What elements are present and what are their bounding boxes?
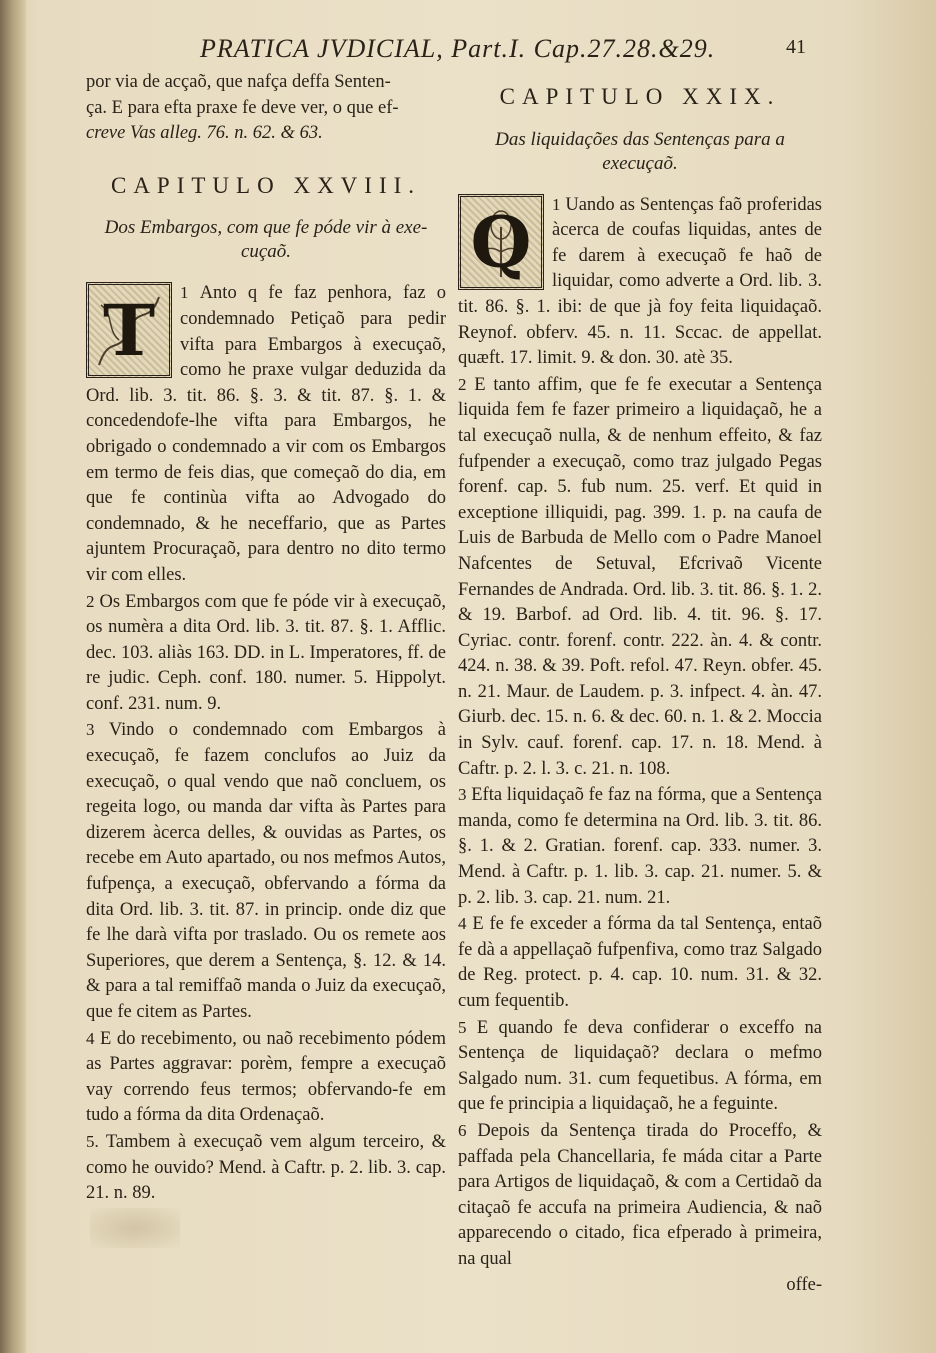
ch28-paragraph-5: [86, 1129, 446, 1207]
ornamental-initial-T: [86, 282, 172, 378]
ch29-paragraph-6: [458, 1118, 822, 1273]
paragraph-number: 1: [552, 194, 561, 214]
paragraph-text: Tambem à execuçaõ vem algum terceiro, & como he ouvido? Mend. à Caftr. p. 2. lib. 3. cap. 21. n. 89.: [86, 1131, 446, 1204]
right-column: [458, 70, 822, 1298]
ch29-paragraph-3: [458, 782, 822, 911]
ch29-paragraph-1: [458, 192, 822, 372]
running-title: PRATICA JVDICIAL, Part.I. Cap.27.28.&29.: [200, 34, 716, 63]
left-continuation-line-2: ça. E para efta praxe fe deve ver, o que ef-: [86, 97, 399, 118]
left-continuation-line-3: creve Vas alleg. 76. n. 62. & 63.: [86, 123, 323, 144]
paragraph-text: Uando as Sentenças faõ proferidas àcerca de coufas liquidas, antes de fe darem à execuçaõ fe haõ de liquidar, como adverte a Ord. lib. 3. tit. 86. §. 1. ibi: de que jà foy feita liquidaçaõ. Reynof. obferv. 45. n. 11. Sccac. de appellat. quæft. 17. limit. 9. & don. 30. atè 35.: [458, 194, 823, 369]
paragraph-number: 1: [180, 283, 189, 303]
drop-letter: T: [102, 289, 156, 373]
left-column: [86, 70, 446, 1207]
paragraph-number: 3: [86, 720, 95, 740]
paragraph-text: Anto q fe faz penhora, faz o condemnado Petiçaõ para pedir vifta para Embargos à execuçaõ, como he praxe vulgar deduzida da Ord. lib. 3. tit. 86. §. 3. & tit. 87. §. 1. & concedendofe-lhe vifta para Embargos, he obrigado o condemnado a vir com os Embargos em termo de feis dias, que começaõ do dia, em que fe continùa vifta ao Advogado do condemnado, & he neceffario, que as Partes ajuntem Procuraçaõ, para dentro no dito termo vir com elles.: [86, 283, 447, 585]
paragraph-number: 5.: [86, 1131, 99, 1151]
catchword: offe-: [786, 1274, 822, 1295]
ch29-paragraph-4: [458, 911, 822, 1014]
chapter-28-subtitle: Dos Embargos, com que fe póde vir à exe- cuçaõ.: [104, 217, 428, 263]
left-continuation-line-1: por via de acçaõ, que nafça deffa Senten-: [86, 72, 391, 92]
paragraph-text: Vindo o condemnado com Embargos à execuçaõ, fe fazem conclufos ao Juiz da execuçaõ, o qual vendo que naõ concluem, os regeita logo, ou manda dar vifta às Partes para dizerem àcerca delles, & ouvidas as Partes, os recebe em Auto apartado, ou nos mefmos Autos, fufpença, a execuçaõ, obfervando a fórma da dita Ord. lib. 3. tit. 87. in princip. onde diz que fe lhe darà vifta por traslado. Ou os remete aos Superiores, que derem a Sentença, §. 12. & 14. & para a tal remiffaõ manda o Juiz da execuçaõ, que fe citem as Partes.: [86, 720, 447, 1022]
ch28-paragraph-4: [86, 1026, 446, 1129]
paragraph-text: E quando fe deva confiderar o exceffo na Sentença de liquidaçaõ? declara o mefmo Salgado num. 31. cum fequetibus. A fórma, em que fe principia a liquidaçaõ, he a feguinte.: [458, 1017, 822, 1115]
ch28-paragraph-2: [86, 589, 446, 718]
chapter-29-subtitle: Das liquidações das Sentenças para a execuçaõ.: [495, 128, 785, 174]
drop-letter: Q: [470, 200, 532, 284]
paragraph-text: E fe fe exceder a fórma da tal Sentença, entaõ fe dà a appellaçaõ fufpenfiva, como traz Salgado de Reg. protect. p. 4. cap. 10. num. 31. & 32. cum fequentib.: [458, 914, 823, 1011]
chapter-28-heading: CAPITULO XXVIII.: [110, 172, 422, 198]
paragraph-text: Os Embargos com que fe póde vir à execuçaõ, os numèra a dita Ord. lib. 3. tit. 87. §. 1. Afflic. dec. 103. aliàs 163. DD. in L. Imperatores, ff. de re judic. Ceph. conf. 180. numer. 5. Hippolyt. conf. 231. num. 9.: [86, 591, 447, 714]
paragraph-number: 6: [458, 1120, 467, 1140]
paragraph-number: 3: [458, 785, 467, 805]
paragraph-text: E tanto affim, que fe fe executar a Sentença liquida fem fe fazer primeiro a liquidaçaõ, he a tal execuçaõ nulla, & de nenhum effeito, & faz fufpender a execuçaõ, como traz julgado Pegas forenf. cap. 5. fub num. 25. verf. Et quid in exceptione illiquidi, pag. 399. 1. p. na caufa de Luis de Barbuda de Mello com o Padre Manoel Nafcentes de Setuval, Efcrivaõ Vicente Fernandes de Andrada. Ord. lib. 3. tit. 86. §. 1. 2. & 19. Barbof. ad Ord. lib. 4. tit. 96. §. 17. Cyriac. contr. forenf. contr. 222. àn. 4. & contr. 424. n. 38. & 39. Poft. refol. 47. Reyn. obfer. 45. n. 21. Maur. de Laudem. p. 3. infpect. 4. àn. 47. Giurb. dec. 15. n. 6. & dec. 60. n. 1. & 2. Moccia in Sylv. cauf. forenf. cap. 17. n. 18. Mend. à Caftr. p. 2. l. 3. c. 21. n. 108.: [458, 374, 823, 779]
ch29-paragraph-5: [458, 1015, 822, 1118]
paragraph-text: Depois da Sentença tirada do Proceffo, & paffada pela Chancellaria, fe máda citar a Parte para Artigos de liquidaçaõ, & com a Certidaõ da citaçaõ fe accufa na primeira Audiencia, & naõ apparecendo o citado, fica efperado à primeira, na qual: [458, 1120, 822, 1269]
paragraph-text: E do recebimento, ou naõ recebimento pódem as Partes aggravar: porèm, fempre a execuçaõ vay correndo feus termos; obfervando-fe em tudo a fórma da dita Ordenaçaõ.: [86, 1028, 447, 1126]
paragraph-text: Efta liquidaçaõ fe faz na fórma, que a Sentença manda, como fe determina na Ord. lib. 3. tit. 86. §. 1. & 2. Gratian. forenf. cap. 333. numer. 3. Mend. à Caftr. p. 1. lib. 3. cap. 21. numer. 5. & p. 2. lib. 3. cap. 21. num. 21.: [458, 785, 822, 908]
ch29-paragraph-2: [458, 372, 822, 783]
ch28-paragraph-1: [86, 280, 446, 588]
paragraph-number: 2: [458, 374, 467, 394]
paragraph-number: 4: [86, 1028, 95, 1048]
chapter-29-heading: CAPITULO XXIX.: [499, 84, 781, 109]
paragraph-number: 5: [458, 1017, 467, 1037]
ch28-paragraph-3: [86, 717, 446, 1025]
ornamental-initial-Q: [458, 194, 544, 290]
paragraph-number: 2: [86, 591, 95, 611]
page-number: 41: [786, 36, 806, 58]
paper-stain: [90, 1208, 180, 1248]
paragraph-number: 4: [458, 914, 467, 934]
book-spine-shadow: [0, 0, 26, 1353]
